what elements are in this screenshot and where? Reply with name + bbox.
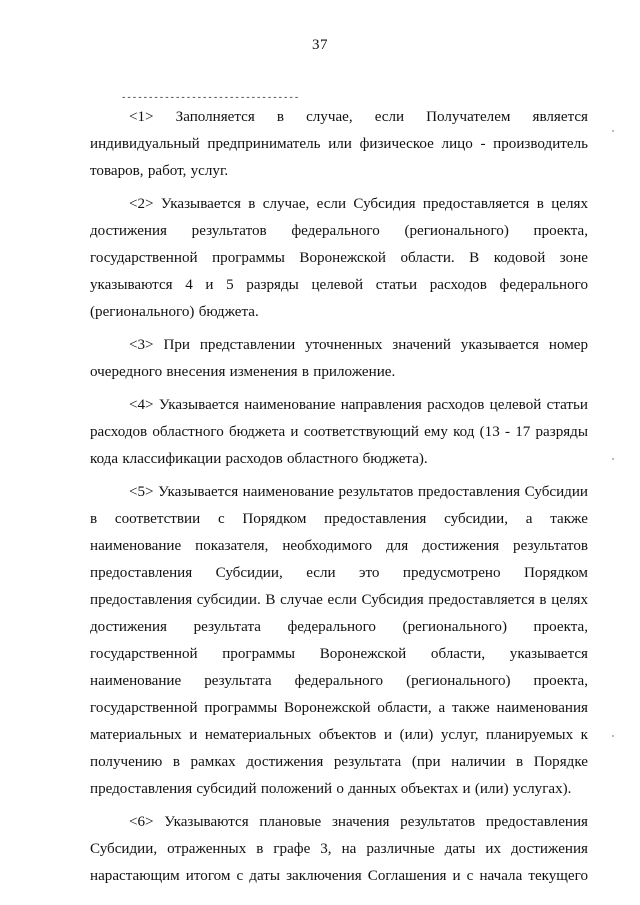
scan-margin-mark <box>612 735 614 737</box>
scan-margin-mark <box>612 130 614 132</box>
footnote-4: <4> Указывается наименование направления расходов целевой статьи расходов областного бюджета и соответствующий ему код (13 - 17 разряды кода классификации расходов областного бюджета). <box>90 397 588 467</box>
footnote-3: <3> При представлении уточненных значений указывается номер очередного внесения изменения в приложение. <box>90 337 588 380</box>
footnote-5: <5> Указывается наименование результатов предоставления Субсидии в соответствии с Порядком предоставления субсидии, а также наименование показателя, необходимого для достижения результатов предоставления Субсидии, если это предусмотрено Порядком предоставления субсидии. В случае если Субсидия предоставляется в целях достижения результата федерального (регионального) проекта, государственной программы Воронежской области, указывается наименование результата федерального (регионального) проекта, государственной программы Воронежской области, а также наименования материальных и нематериальных объектов и (или) услуг, планируемых к получению в рамках достижения результата (при наличии в Порядке предоставления субсидий положений о данных объектах и (или) услугах). <box>90 484 588 797</box>
footnote-1: <1> Заполняется в случае, если Получателем является индивидуальный предприниматель или физическое лицо - производитель товаров, работ, услуг. <box>90 109 588 179</box>
footnote-separator: --------------------------------- <box>121 93 300 103</box>
footnotes-body <box>90 104 588 896</box>
page-number: 37 <box>312 37 328 53</box>
footnote-2: <2> Указывается в случае, если Субсидия предоставляется в целях достижения результатов федерального (регионального) проекта, государственной программы Воронежской области. В кодовой зоне указываются 4 и 5 разряды целевой статьи расходов федерального (регионального) бюджета. <box>90 196 588 320</box>
scan-margin-mark <box>612 458 614 460</box>
footnote-6: <6> Указываются плановые значения результатов предоставления Субсидии, отраженных в графе 3, на различные даты их достижения нарастающим итогом с даты заключения Соглашения и с начала текущего <box>90 814 588 884</box>
